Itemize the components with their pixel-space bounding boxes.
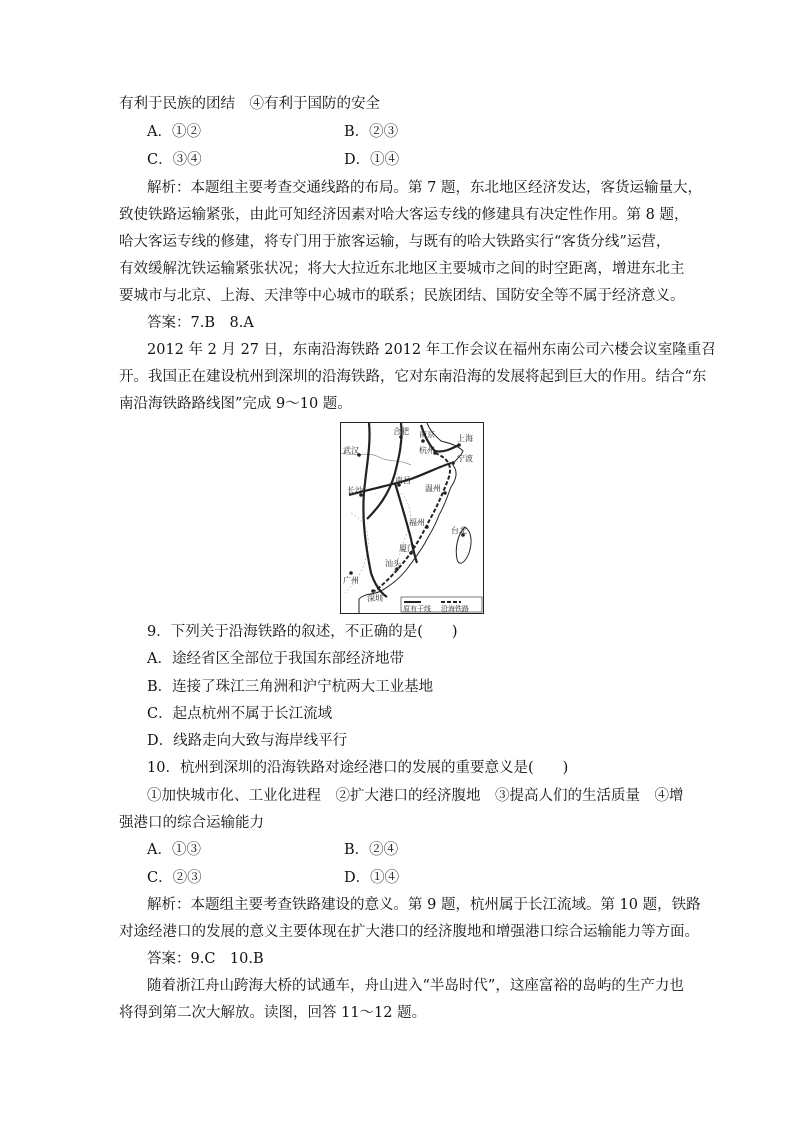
intro-line: 将得到第二次大解放。读图，回答 11～12 题。 <box>119 1005 427 1021</box>
explanation-line: 有效缓解沈铁运输紧张状况；将大大拉近东北地区主要城市之间的时空距离，增进东北主 <box>119 261 685 277</box>
city-label-nanjing: 南京 <box>419 430 435 439</box>
city-label-taibei: 台北 <box>451 526 467 535</box>
intro-line: 2012 年 2 月 27 日，东南沿海铁路 2012 年工作会议在福州东南公司六楼会议室隆重召 <box>147 342 716 358</box>
option-b: B．连接了珠江三角洲和沪宁杭两大工业基地 <box>147 679 434 695</box>
option-c: C．③④ <box>147 152 202 168</box>
city-label-nanchang: 南昌 <box>395 476 411 485</box>
city-label-wenzhou: 温州 <box>425 484 441 493</box>
explanation-line: 哈大客运专线的修建，将专门用于旅客运输，与既有的哈大铁路实行“客货分线”运营， <box>119 234 671 250</box>
option-a: A．①③ <box>147 842 201 858</box>
city-label-fuzhou: 福州 <box>409 518 425 527</box>
city-label-shantou: 汕头 <box>385 559 401 568</box>
answer-line: 答案：7.B 8.A <box>147 315 254 331</box>
option-c: C．起点杭州不属于长江流域 <box>147 706 333 722</box>
intro-line: 开。我国正在建设杭州到深圳的沿海铁路，它对东南沿海的发展将起到巨大的作用。结合“东 <box>119 369 707 385</box>
answer-line: 答案：9.C 10.B <box>147 951 264 967</box>
question-10-statements: 强港口的综合运输能力 <box>119 815 264 831</box>
question-10-statements: ①加快城市化、工业化进程 ②扩大港口的经济腹地 ③提高人们的生活质量 ④增 <box>147 788 684 804</box>
city-label-changsha: 长沙 <box>347 486 363 495</box>
intro-line: 随着浙江舟山跨海大桥的试通车，舟山进入“半岛时代”，这座富裕的岛屿的生产力也 <box>147 978 684 994</box>
legend-coastal-label: 沿海铁路 <box>441 605 469 613</box>
city-label-shenzhen: 深圳 <box>367 594 383 603</box>
city-label-ningbo: 宁波 <box>457 454 473 463</box>
explanation-line: 对途经港口的发展的意义主要体现在扩大港口的经济腹地和增强港口综合运输能力等方面。 <box>119 924 699 940</box>
city-label-shanghai: 上海 <box>457 434 473 443</box>
legend-existing-label: 原有干线 <box>403 605 431 613</box>
existing-railway <box>367 423 402 519</box>
option-d: D．线路走向大致与海岸线平行 <box>147 733 348 749</box>
option-d: D．①④ <box>344 870 400 886</box>
option-a: A．途经省区全部位于我国东部经济地带 <box>147 651 404 667</box>
option-a: A．①② <box>147 124 201 140</box>
explanation-line: 解析：本题组主要考查交通线路的布局。第 7 题，东北地区经济发达，客货运输量大， <box>147 180 702 196</box>
city-label-guangzhou: 广州 <box>343 576 359 585</box>
option-b: B．②④ <box>344 842 399 858</box>
text-line: 有利于民族的团结 ④有利于国防的安全 <box>119 96 380 112</box>
option-c: C．②③ <box>147 870 202 886</box>
question-10: 10．杭州到深圳的沿海铁路对途经港口的发展的重要意义是( ) <box>147 760 569 776</box>
city-label-wuhan: 武汉 <box>343 446 359 455</box>
intro-line: 南沿海铁路路线图”完成 9～10 题。 <box>119 396 352 412</box>
option-b: B．②③ <box>344 124 399 140</box>
railway-map <box>340 422 484 614</box>
explanation-line: 要城市与北京、上海、天津等中心城市的联系；民族团结、国防安全等不属于经济意义。 <box>119 288 685 304</box>
explanation-line: 致使铁路运输紧张，由此可知经济因素对哈大客运专线的修建具有决定性作用。第 8 题， <box>119 207 689 223</box>
explanation-line: 解析：本题组主要考查铁路建设的意义。第 9 题，杭州属于长江流域。第 10 题，铁路 <box>147 897 701 913</box>
option-d: D．①④ <box>344 152 400 168</box>
city-label-hefei: 合肥 <box>393 427 409 436</box>
city-label-hangzhou: 杭州 <box>419 446 435 455</box>
city-label-xiamen: 厦门 <box>399 544 415 553</box>
question-9: 9．下列关于沿海铁路的叙述，不正确的是( ) <box>147 624 458 640</box>
